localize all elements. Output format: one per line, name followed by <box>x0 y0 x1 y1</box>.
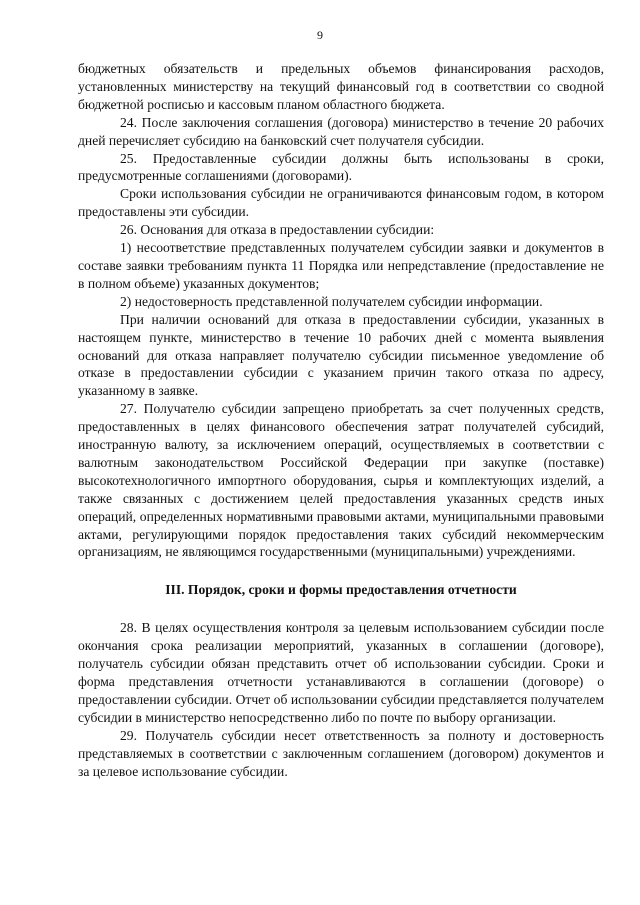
paragraph-item-26-1: 1) несоответствие представленных получателем субсидии заявки и документов в составе заявки требованиям пункта 11 Порядка или непредставление (предоставление не в полном объеме) указанных документов; <box>78 240 604 291</box>
paragraph-item-26: 26. Основания для отказа в предоставлении субсидии: <box>120 222 435 238</box>
paragraph-continuation: бюджетных обязательств и предельных объемов финансирования расходов, установленных министерству на текущий финансовый год в соответствии со сводной бюджетной росписью и кассовым планом областного бюджета. <box>78 61 604 112</box>
page-number: 9 <box>317 28 323 42</box>
paragraph-item-26-2: 2) недостоверность представленной получателем субсидии информации. <box>120 293 543 309</box>
paragraph-item-24: 24. После заключения соглашения (договора) министерство в течение 20 рабочих дней перечисляет субсидию на банковский счет получателя субсидии. <box>78 114 604 148</box>
paragraph-item-27: 27. Получателю субсидии запрещено приобретать за счет полученных средств, предоставленных в целях финансового обеспечения затрат получателей субсидий, иностранную валюту, за исключением операций, осуществляемых в соответствии с валютным законодательством Российской Федерации при закупке (поставке) высокотехнологичного импортного оборудования, сырья и комплектующих изделий, а также связанных с достижением целей предоставления указанных средств иных операций, определенных нормативными правовыми актами, муниципальными правовыми актами, регулирующими порядок предоставления таких субсидий некоммерческим организациям, не являющимся государственными (муниципальными) учреждениями. <box>78 401 604 560</box>
section-heading: III. Порядок, сроки и формы предоставления отчетности <box>165 582 517 598</box>
paragraph-item-28: 28. В целях осуществления контроля за целевым использованием субсидии после окончания срока реализации мероприятий, указанных в соглашении (договоре), получатель субсидии обязан представить отчет об использовании субсидии. Сроки и форма представления отчетности устанавливаются в соглашении (договоре) о предоставлении субсидии. Отчет об использовании субсидии представляется получателем субсидии в министерство непосредственно либо по почте по выбору организации. <box>78 620 604 725</box>
paragraph-item-29: 29. Получатель субсидии несет ответственность за полноту и достоверность представляемых в соответствии с заключенным соглашением (договором) документов и за целевое использование субсидии. <box>78 727 604 779</box>
paragraph-refusal-notice: При наличии оснований для отказа в предоставлении субсидии, указанных в настоящем пункте, министерство в течение 10 рабочих дней с момента выявления оснований для отказа направляет получателю субсидии письменное уведомление об отказе в предоставлении субсидии с указанием причин такого отказа по адресу, указанному в заявке. <box>78 311 604 399</box>
paragraph-item-25: 25. Предоставленные субсидии должны быть использованы в сроки, предусмотренные соглашениями (договорами). <box>78 150 604 184</box>
document-body <box>78 60 604 781</box>
paragraph-subsidy-terms: Сроки использования субсидии не ограничиваются финансовым годом, в котором предоставлены эти субсидии. <box>78 186 604 220</box>
